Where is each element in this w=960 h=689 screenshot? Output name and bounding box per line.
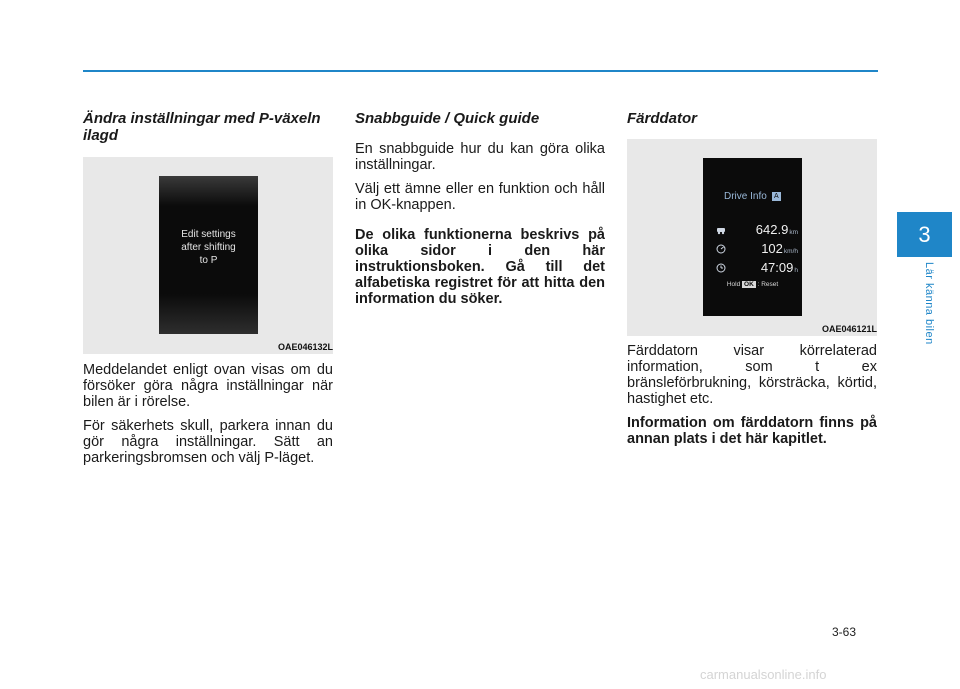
drive-info-screen (703, 158, 802, 316)
screen-message: Edit settings after shifting to P (181, 229, 236, 266)
section-heading: Färddator (627, 110, 698, 127)
column-left-body (83, 362, 333, 474)
fuel-economy-icon (716, 225, 726, 235)
clock-icon (716, 263, 726, 273)
chapter-tab: 3 (897, 212, 952, 257)
chapter-label: Lär känna bilen (923, 262, 935, 345)
column-right (627, 110, 877, 141)
figure-code: OAE046132L (277, 342, 333, 352)
watermark: carmanualsonline.info (700, 667, 827, 682)
paragraph: Välj ett ämne eller en funktion och håll in OK-knappen. (355, 181, 605, 213)
figure-edit-settings (83, 157, 333, 354)
paragraph: För säkerhets skull, parkera innan du gör några inställningar. Sätt an parkeringsbromsen och välj P-läget. (83, 418, 333, 466)
column-left (83, 110, 333, 158)
section-heading: Ändra inställningar med P-växeln ilagd (83, 110, 321, 144)
column-middle (355, 110, 605, 315)
display-screen (159, 176, 258, 334)
figure-code: OAE046121L (821, 324, 877, 334)
bold-paragraph: De olika funktionerna beskrivs på olika sidor i den här instruktionsboken. Gå till det alfabetiska registret för att hitta den information du söker. (355, 227, 605, 307)
mode-badge: A (772, 192, 781, 201)
drive-info-title: Drive Info A (724, 191, 781, 202)
drive-info-footer: Hold OK : Reset (726, 281, 779, 288)
drive-info-row: 102km/h (703, 240, 802, 260)
section-heading: Snabbguide / Quick guide (355, 110, 540, 127)
bold-paragraph: Information om färddatorn finns på annan plats i det här kapitlet. (627, 415, 877, 447)
drive-info-row: 642.9km (703, 221, 802, 241)
figure-drive-info (627, 139, 877, 336)
paragraph: Meddelandet enligt ovan visas om du försöker göra några inställningar när bilen är i rörelse. (83, 362, 333, 410)
column-right-body (627, 343, 877, 455)
paragraph: Färddatorn visar körrelaterad information, som t ex bränsleförbrukning, körsträcka, körtid, hastighet etc. (627, 343, 877, 407)
ok-key: OK (744, 281, 754, 288)
paragraph: En snabbguide hur du kan göra olika inställningar. (355, 141, 605, 173)
drive-info-row: 47:09h (703, 259, 802, 279)
speedometer-icon (716, 244, 726, 254)
header-rule (83, 70, 878, 72)
page-number: 3-63 (832, 625, 857, 639)
